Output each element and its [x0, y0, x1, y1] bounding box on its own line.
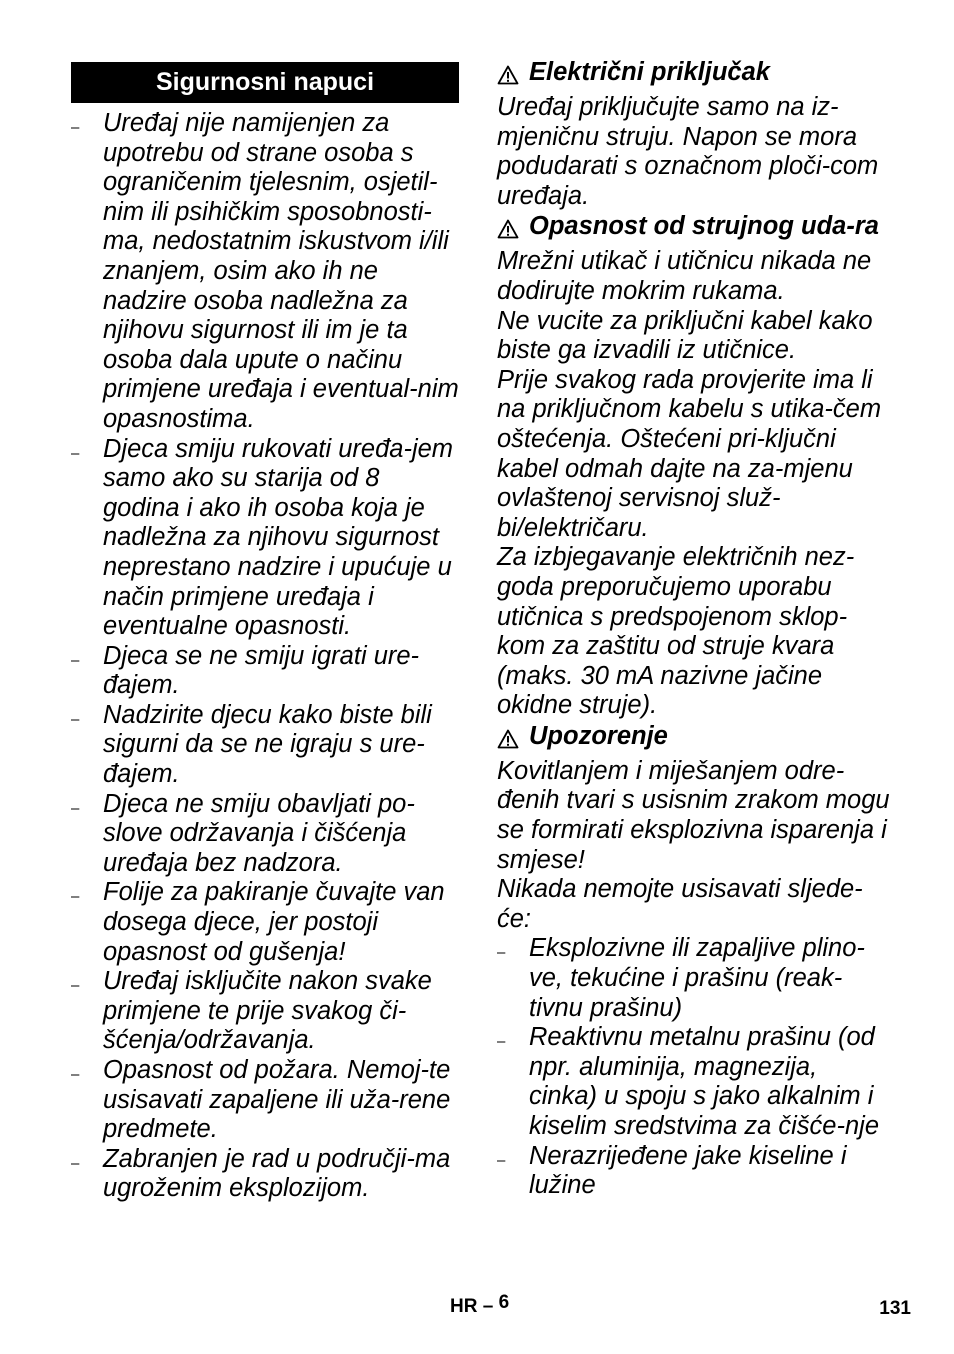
electric-connection-title: Električni priključak [529, 58, 770, 86]
dash-bullet-icon: – [71, 651, 80, 669]
warning-triangle-icon [497, 57, 529, 93]
dash-bullet-icon: – [71, 119, 80, 136]
section-title-safety: Sigurnosni napuci [71, 62, 459, 103]
footer-separator: – [482, 1296, 494, 1317]
list-item [71, 1145, 459, 1204]
list-item [71, 790, 459, 879]
shock-hazard-heading [497, 211, 892, 247]
warning-heading [497, 721, 892, 757]
list-item-text: Eksplozivne ili zapaljive plino-ve, tekućine i prašinu (reak-tivnu prašinu) [529, 934, 865, 1022]
list-item [497, 934, 892, 1023]
list-item-text: Djeca ne smiju obavljati po-slove održavanja i čišćenja uređaja bez nadzora. [103, 789, 415, 877]
dash-bullet-icon: – [71, 799, 80, 817]
list-item-text: Djeca smiju rukovati uređa-jem samo ako su starija od 8 godina i ako ih osoba koja je nadležna za njihovu sigurnost neprestano nadzire i upućuje u način primjene uređaja i eventualne opasnosti. [103, 434, 454, 641]
shock-hazard-paragraph: Ne vucite za priključni kabel kako biste ga izvadili iz utičnice. [497, 306, 873, 365]
list-item-text: Djeca se ne smiju igrati ure-đajem. [103, 641, 420, 700]
dash-bullet-icon: – [71, 977, 80, 995]
forbidden-substances-list [497, 934, 892, 1200]
shock-hazard-paragraph: Za izbjegavanje električnih nez-goda preporučujemo uporabu utičnica s predspojenom sklop-kom za zaštitu od struje kvara (maks. 30 mA nazivne jačine okidne struje). [497, 543, 855, 720]
list-item-text: Uređaj isključite nakon svake primjene te prije svakog či-šćenja/održavanja. [103, 967, 432, 1055]
dash-bullet-icon: – [497, 944, 506, 962]
list-item [71, 967, 459, 1056]
list-item-text: Nerazrijeđene jake kiseline i lužine [529, 1141, 847, 1200]
electric-connection-text: Uređaj priključujte samo na iz-mjeničnu struju. Napon se mora podudarati s označnom ploči-com uređaja. [497, 93, 879, 210]
list-item-text: Reaktivnu metalnu prašinu (od npr. aluminija, magnezija, cinka) u spoju s jako alkalnim i kiselim sredstvima za čišće-nje [529, 1023, 880, 1140]
electric-connection-heading [497, 57, 892, 93]
list-item-text: Opasnost od požara. Nemoj-te usisavati zapaljene ili uža-rene predmete. [103, 1056, 451, 1144]
list-item [71, 109, 459, 435]
footer-section-page: 6 [498, 1292, 510, 1313]
list-item [71, 1056, 459, 1145]
shock-hazard-paragraph: Mrežni utikač i utičnicu nikada ne dodirujte mokrim rukama. [497, 247, 872, 305]
list-item-text: Folije za pakiranje čuvajte van dosega djece, jer postoji opasnost od gušenja! [103, 878, 445, 966]
warning-title: Upozorenje [529, 721, 668, 750]
dash-bullet-icon: – [71, 444, 80, 462]
safety-list [71, 109, 459, 1204]
page-number: 131 [879, 1298, 911, 1319]
warning-triangle-icon [497, 721, 529, 757]
shock-hazard-title: Opasnost od strujnog uda-ra [529, 212, 879, 241]
warning-triangle-icon [497, 211, 529, 247]
list-item [497, 1142, 892, 1201]
list-item-text: Nadzirite djecu kako biste bili sigurni da se ne igraju s ure-đajem. [103, 700, 432, 789]
dash-bullet-icon: – [71, 710, 80, 728]
list-item [71, 435, 459, 642]
left-column [71, 62, 459, 1204]
list-item-text: Zabranjen je rad u područji-ma ugroženim eksplozijom. [103, 1144, 451, 1203]
shock-hazard-paragraph: Prije svakog rada provjerite ima li na priključnom kabelu s utika-čem oštećenja. Oštećeni pri-ključni kabel odmah dajte na za-mjenu ovlaštenoj servisnoj služ-bi/električaru. [497, 365, 882, 542]
footer-section-marker [450, 1292, 510, 1318]
list-item-text: Uređaj nije namijenjen za upotrebu od strane osoba s ograničenim tjelesnim, osjetil-nim ili psihičkim sposobnosti-ma, nedostatnim iskustvom i/ili znanjem, osim ako ih ne nadzire osoba nadležna za njihovu sigurnost ili im je ta osoba dala upute o načinu primjene uređaja i eventual-nim opasnostima. [103, 109, 459, 433]
dash-bullet-icon: – [71, 1154, 80, 1172]
warning-paragraph: Kovitlanjem i miješanjem odre-đenih tvari s usisnim zrakom mogu se formirati eksplozivna isparenja i smjese! [497, 756, 890, 874]
list-item [71, 878, 459, 967]
dash-bullet-icon: – [497, 1033, 506, 1051]
dash-bullet-icon: – [71, 1066, 80, 1083]
list-item [497, 1023, 892, 1141]
dash-bullet-icon: – [71, 888, 80, 906]
footer-language: HR [450, 1296, 478, 1317]
right-column [497, 57, 892, 1201]
warning-paragraph: Nikada nemojte usisavati sljede-će: [497, 875, 863, 933]
list-item [71, 701, 459, 790]
dash-bullet-icon: – [497, 1151, 506, 1169]
list-item [71, 642, 459, 701]
